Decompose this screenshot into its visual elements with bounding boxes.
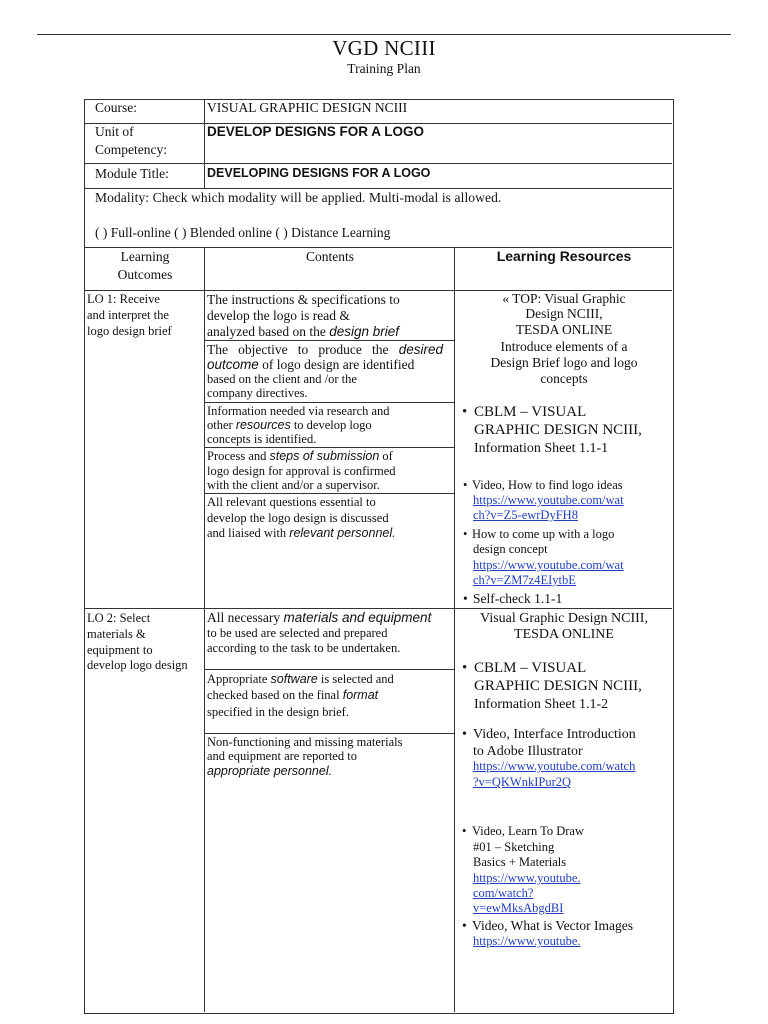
row-divider — [84, 188, 672, 189]
lo2-res-video1-title-line2: to Adobe Illustrator — [473, 744, 583, 759]
lo1-res-top-line2: Design NCIII, — [525, 306, 603, 321]
lo1-res-cblm-line2: GRAPHIC DESIGN NCIII, — [474, 422, 642, 438]
lo1-content2-line1: The objective to produce the desired — [207, 342, 443, 357]
row-divider — [84, 608, 672, 609]
lo2-content2-line2: checked based on the final format — [207, 688, 379, 702]
lo2-content1-line1: All necessary materials and equipment — [207, 610, 432, 625]
content-divider — [204, 447, 454, 448]
lo2-res-cblm-line3: Information Sheet 1.1-2 — [474, 697, 609, 712]
lo1-res-cblm-line3: Information Sheet 1.1-1 — [474, 441, 609, 456]
lo1-content3-line1: Information needed via research and — [207, 404, 390, 418]
lo2-res-video2-link-line3[interactable]: v=ewMksAbgdBI — [473, 901, 564, 915]
bullet: • — [463, 591, 468, 606]
content-divider — [204, 340, 454, 341]
lo1-res-selfcheck: Self-check 1.1-1 — [473, 591, 563, 606]
lo2-res-video1-title-line1: Video, Interface Introduction — [473, 727, 636, 742]
content-divider — [204, 733, 454, 734]
content-divider — [204, 493, 454, 494]
lo2-res-video2-link-line2[interactable]: com/watch? — [473, 886, 534, 900]
document-subtitle: Training Plan — [347, 61, 421, 76]
lo2-res-video2-title-line1: Video, Learn To Draw — [472, 824, 584, 838]
lo1-content3-line2: other resources to develop logo — [207, 418, 372, 432]
bullet: • — [463, 478, 468, 492]
module-value: DEVELOPING DESIGNS FOR A LOGO — [207, 166, 431, 180]
lo1-content3-line3: concepts is identified. — [207, 432, 317, 446]
lo1-content4-line3: with the client and/or a supervisor. — [207, 478, 380, 492]
lo1-res-top-line3: TESDA ONLINE — [515, 322, 613, 337]
lo1-content4-line1: Process and steps of submission of — [207, 449, 393, 463]
lo2-line3: equipment to — [87, 643, 153, 657]
module-label: Module Title: — [95, 166, 169, 181]
column-divider — [204, 247, 205, 1012]
col-header-resources: Learning Resources — [496, 248, 632, 264]
lo2-res-video3-link-line1[interactable]: https://www.youtube. — [473, 934, 581, 948]
unit-label-line2: Competency: — [95, 142, 167, 157]
row-divider — [84, 163, 672, 164]
lo2-content1-line2: to be used are selected and prepared — [207, 626, 388, 640]
lo1-res-video2-title-line2: design concept — [473, 542, 548, 556]
lo2-res-video2-title-line3: Basics + Materials — [473, 855, 567, 869]
top-rule — [37, 34, 731, 35]
lo1-content5-line1: All relevant questions essential to — [207, 495, 376, 509]
lo2-content2-line3: specified in the design brief. — [207, 705, 349, 719]
lo1-content1-line2: develop the logo is read & — [207, 308, 350, 323]
lo2-content3-line3: appropriate personnel. — [207, 764, 333, 778]
lo2-res-head-line2: TESDA ONLINE — [514, 627, 614, 642]
lo1-line2: and interpret the — [87, 308, 169, 322]
unit-value: DEVELOP DESIGNS FOR A LOGO — [207, 124, 425, 139]
lo1-content4-line2: logo design for approval is confirmed — [207, 464, 396, 478]
bullet: • — [462, 824, 467, 838]
lo2-content3-line2: and equipment are reported to — [207, 749, 357, 763]
bullet: • — [462, 404, 468, 420]
lo1-res-video1-link-line2[interactable]: ch?v=Z5-ewrDyFH8 — [473, 508, 578, 522]
lo2-content1-line3: according to the task to be undertaken. — [207, 641, 401, 655]
lo2-line4: develop logo design — [87, 658, 188, 672]
column-divider — [204, 99, 205, 188]
lo2-line2: materials & — [87, 627, 146, 641]
col-header-outcomes-line2: Outcomes — [117, 267, 173, 282]
lo2-line1: LO 2: Select — [87, 611, 151, 625]
lo1-res-video2-title-line1: How to come up with a logo — [472, 527, 615, 541]
lo1-res-video2-link-line2[interactable]: ch?v=ZM7z4EIytbE — [473, 573, 576, 587]
unit-label-line1: Unit of — [95, 124, 134, 139]
lo2-res-video2-link-line1[interactable]: https://www.youtube. — [473, 871, 581, 885]
lo2-res-video1-link-line2[interactable]: ?v=QKWnkIPur2Q — [473, 775, 572, 789]
content-divider — [204, 669, 454, 670]
lo2-res-cblm-line2: GRAPHIC DESIGN NCIII, — [474, 678, 642, 694]
lo1-content2-line3: based on the client and /or the — [207, 372, 357, 386]
lo1-res-top-line4: Introduce elements of a — [500, 339, 628, 354]
document-title: VGD NCIII — [332, 36, 436, 60]
bullet: • — [463, 527, 468, 541]
lo2-res-video2-title-line2: #01 – Sketching — [473, 840, 555, 854]
lo1-content2-line2: outcome of logo design are identified — [207, 357, 415, 372]
course-value: VISUAL GRAPHIC DESIGN NCIII — [207, 100, 408, 115]
bullet: • — [462, 660, 468, 676]
modality-options: ( ) Full-online ( ) Blended online ( ) Distance Learning — [95, 225, 391, 240]
lo1-content5-line3: and liaised with relevant personnel. — [207, 526, 396, 540]
lo1-res-video1-link-line1[interactable]: https://www.youtube.com/wat — [473, 493, 624, 507]
bullet: • — [462, 918, 467, 933]
lo2-content3-line1: Non-functioning and missing materials — [207, 735, 403, 749]
lo2-content2-line1: Appropriate software is selected and — [207, 672, 394, 686]
lo2-res-video3-title: Video, What is Vector Images — [472, 918, 634, 933]
lo1-res-video2-link-line1[interactable]: https://www.youtube.com/wat — [473, 558, 624, 572]
lo1-line3: logo design brief — [87, 324, 172, 338]
lo1-line1: LO 1: Receive — [87, 292, 160, 306]
lo1-res-top-line1: « TOP: Visual Graphic — [502, 291, 626, 306]
lo1-content5-line2: develop the logo design is discussed — [207, 511, 389, 525]
lo1-res-top-line5: Design Brief logo and logo — [490, 355, 638, 370]
col-header-contents: Contents — [305, 249, 354, 264]
bullet: • — [462, 727, 467, 742]
lo2-res-head-line1: Visual Graphic Design NCIII, — [480, 611, 648, 626]
lo1-res-top-line6: concepts — [540, 371, 588, 386]
col-header-outcomes-line1: Learning — [120, 249, 170, 264]
column-divider — [454, 247, 455, 1012]
lo2-res-video1-link-line1[interactable]: https://www.youtube.com/watch — [473, 759, 636, 773]
lo1-res-video1-title: Video, How to find logo ideas — [472, 478, 623, 492]
content-divider — [204, 402, 454, 403]
lo1-content2-line4: company directives. — [207, 386, 308, 400]
lo2-res-cblm-line1: CBLM – VISUAL — [474, 660, 587, 676]
modality-instruction: Modality: Check which modality will be applied. Multi-modal is allowed. — [95, 190, 502, 205]
lo1-content1-line3: analyzed based on the design brief — [207, 324, 399, 339]
lo1-content1-line1: The instructions & specifications to — [207, 292, 400, 307]
lo1-res-cblm-line1: CBLM – VISUAL — [474, 404, 587, 420]
course-label: Course: — [95, 100, 137, 115]
